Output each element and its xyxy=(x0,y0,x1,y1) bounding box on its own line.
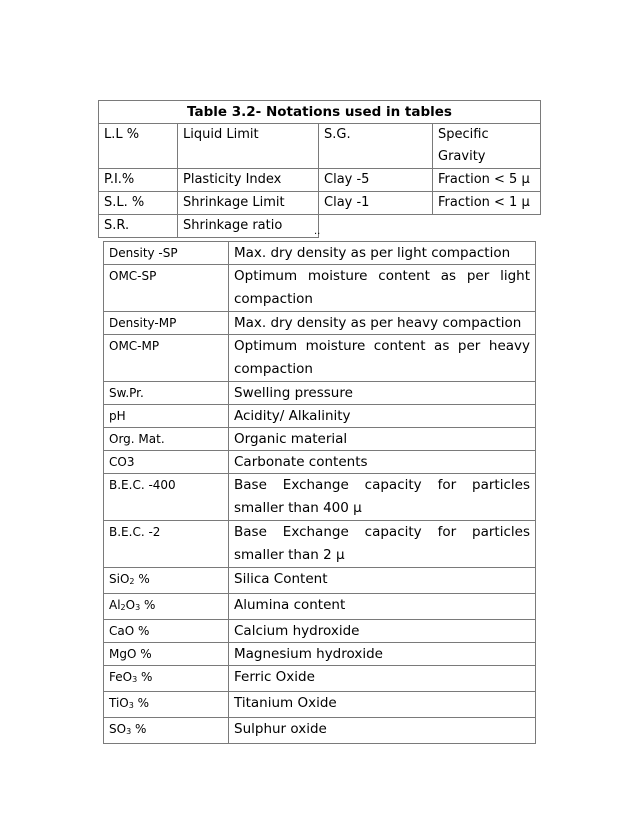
notation-description: Swelling pressure xyxy=(229,382,536,405)
table-cell: Clay -1 xyxy=(319,192,433,215)
table-cell: L.L % xyxy=(99,124,178,169)
subscript: 3 xyxy=(128,701,134,710)
table-cell-empty xyxy=(319,215,433,238)
notation-description: Ferric Oxide xyxy=(229,666,536,692)
table-row xyxy=(104,521,536,568)
subscript: 3 xyxy=(132,675,138,684)
table-cell: S.L. % xyxy=(99,192,178,215)
notation-abbr: MgO % xyxy=(104,643,229,666)
notation-description: Carbonate contents xyxy=(229,451,536,474)
notation-description: Optimum moisture content as per heavy compaction xyxy=(229,335,536,382)
notation-abbr: CaO % xyxy=(104,620,229,643)
abbr-part: % xyxy=(137,670,153,684)
table-cell: Clay -5 xyxy=(319,169,433,192)
table-row xyxy=(104,451,536,474)
abbr-part: Al xyxy=(109,598,121,612)
table-row xyxy=(104,692,536,718)
abbr-part: O xyxy=(125,598,136,612)
notation-description: Calcium hydroxide xyxy=(229,620,536,643)
abbr-part: SiO xyxy=(109,572,130,586)
table-row xyxy=(104,265,536,312)
notation-description: Titanium Oxide xyxy=(229,692,536,718)
table-row xyxy=(99,192,541,215)
notation-abbr xyxy=(104,568,229,594)
subscript: 2 xyxy=(129,577,135,586)
notation-description: Alumina content xyxy=(229,594,536,620)
subscript: 3 xyxy=(126,727,132,736)
notations-table-2 xyxy=(103,241,536,744)
notation-description: Acidity/ Alkalinity xyxy=(229,405,536,428)
table-row xyxy=(99,169,541,192)
notation-abbr: Density -SP xyxy=(104,242,229,265)
subscript: 3 xyxy=(135,603,141,612)
table-row xyxy=(104,312,536,335)
notation-description: Base Exchange capacity for particles smaller than 2 μ xyxy=(229,521,536,568)
table-row xyxy=(104,382,536,405)
abbr-part: % xyxy=(140,598,156,612)
notation-abbr: Sw.Pr. xyxy=(104,382,229,405)
abbr-part: % xyxy=(134,572,150,586)
table-cell: Shrinkage Limit xyxy=(178,192,319,215)
table-row xyxy=(104,643,536,666)
abbr-part: % xyxy=(131,722,147,736)
table-cell: Shrinkage ratio xyxy=(178,215,319,238)
table-cell: Fraction < 1 μ xyxy=(433,192,541,215)
table-cell: S.R. xyxy=(99,215,178,238)
notation-abbr: CO3 xyxy=(104,451,229,474)
notation-abbr: Org. Mat. xyxy=(104,428,229,451)
subscript: 2 xyxy=(120,603,126,612)
abbr-part: TiO xyxy=(109,696,129,710)
notation-description: Optimum moisture content as per light compaction xyxy=(229,265,536,312)
notation-abbr: pH xyxy=(104,405,229,428)
table-cell: Liquid Limit xyxy=(178,124,319,169)
table-row xyxy=(104,666,536,692)
abbr-part: SO xyxy=(109,722,127,736)
abbr-part: FeO xyxy=(109,670,133,684)
table-cell-empty xyxy=(433,215,541,238)
table-row xyxy=(104,718,536,744)
separator-mark: .. xyxy=(314,226,321,237)
table-cell: Plasticity Index xyxy=(178,169,319,192)
notation-description: Silica Content xyxy=(229,568,536,594)
notation-abbr xyxy=(104,692,229,718)
abbr-part: % xyxy=(133,696,150,710)
notation-abbr: OMC-SP xyxy=(104,265,229,312)
table-row xyxy=(104,405,536,428)
notation-abbr: B.E.C. -400 xyxy=(104,474,229,521)
table-row xyxy=(104,474,536,521)
table-cell: Fraction < 5 μ xyxy=(433,169,541,192)
notation-abbr: OMC-MP xyxy=(104,335,229,382)
notation-description: Max. dry density as per heavy compaction xyxy=(229,312,536,335)
table-row xyxy=(99,124,541,169)
notations-table-1 xyxy=(98,100,541,238)
notation-description: Base Exchange capacity for particles smaller than 400 μ xyxy=(229,474,536,521)
notation-abbr xyxy=(104,718,229,744)
table-cell: Specific Gravity xyxy=(433,124,541,169)
notation-abbr xyxy=(104,594,229,620)
table-row xyxy=(104,428,536,451)
notation-description: Max. dry density as per light compaction xyxy=(229,242,536,265)
notation-abbr xyxy=(104,666,229,692)
notation-abbr: B.E.C. -2 xyxy=(104,521,229,568)
table-row xyxy=(104,335,536,382)
table-row xyxy=(104,594,536,620)
notation-description: Sulphur oxide xyxy=(229,718,536,744)
table-row xyxy=(104,620,536,643)
table-row xyxy=(104,568,536,594)
notation-abbr: Density-MP xyxy=(104,312,229,335)
table-cell: S.G. xyxy=(319,124,433,169)
table-title: Table 3.2- Notations used in tables xyxy=(99,101,541,124)
notation-description: Organic material xyxy=(229,428,536,451)
table-row xyxy=(104,242,536,265)
table-cell: P.I.% xyxy=(99,169,178,192)
notation-description: Magnesium hydroxide xyxy=(229,643,536,666)
